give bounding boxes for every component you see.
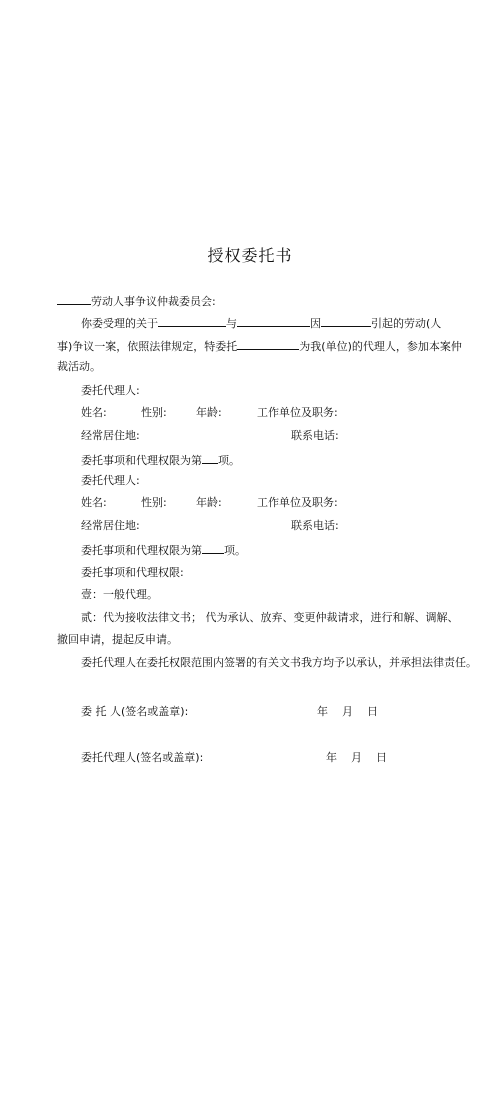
- intro-text-1c: 因: [310, 317, 321, 330]
- intro-line-2: [57, 338, 462, 354]
- liability-statement: 委托代理人在委托权限范围内签署的有关文书我方均予以承认，并承担法律责任。: [81, 656, 477, 669]
- agent2-scope-text: 委托事项和代理权限为第: [81, 544, 202, 557]
- intro-text-1b: 与: [226, 317, 237, 330]
- agent1-phone-label: 联系电话:: [291, 429, 339, 442]
- intro-text-1a: 你委受理的关于: [81, 317, 158, 330]
- agent1-gender-label: 性别:: [141, 406, 167, 419]
- blank-applicant: [158, 315, 226, 327]
- scope-heading: 委托事项和代理权限:: [81, 566, 184, 579]
- blank-agent2-item: [202, 542, 224, 554]
- agent2-scope-suffix: 项。: [224, 544, 246, 557]
- addressee-line: [57, 293, 216, 309]
- agent2-work-label: 工作单位及职务:: [257, 496, 338, 509]
- agent1-work-label: 工作单位及职务:: [257, 406, 338, 419]
- agent1-scope-text: 委托事项和代理权限为第: [81, 454, 202, 467]
- agent2-age-label: 年龄:: [196, 496, 222, 509]
- agent1-heading: 委托代理人:: [81, 384, 140, 397]
- blank-agent1-item: [202, 452, 218, 464]
- scope-item-general: 壹：一般代理。: [81, 588, 158, 601]
- blank-agent: [237, 338, 299, 350]
- agent2-address-label: 经常居住地:: [81, 519, 140, 532]
- agent2-heading: 委托代理人:: [81, 474, 140, 487]
- principal-signature-label: 委 托 人(签名或盖章):: [81, 705, 189, 718]
- scope-item-special-cont: 撤回申请，提起反申请。: [57, 633, 178, 646]
- blank-respondent: [237, 315, 310, 327]
- intro-line-3: 裁活动。: [57, 360, 101, 373]
- agent1-age-label: 年龄:: [196, 406, 222, 419]
- intro-text-1d: 引起的劳动(人: [371, 317, 442, 330]
- agent2-phone-label: 联系电话:: [291, 519, 339, 532]
- addressee-text: 劳动人事争议仲裁委员会:: [91, 295, 216, 308]
- agent2-name-label: 姓名:: [81, 496, 107, 509]
- intro-line-1: [81, 315, 441, 331]
- agent1-name-label: 姓名:: [81, 406, 107, 419]
- agent1-scope-line: [81, 452, 240, 468]
- document-title: 授权委托书: [207, 246, 293, 265]
- intro-text-2a: 事)争议一案，依照法律规定，特委托: [57, 340, 238, 353]
- agent1-address-label: 经常居住地:: [81, 429, 140, 442]
- intro-text-2b: 为我(单位)的代理人，参加本案仲: [299, 340, 462, 353]
- principal-signature-date: 年 月 日: [317, 705, 378, 718]
- blank-committee-name: [57, 293, 91, 305]
- agent2-gender-label: 性别:: [141, 496, 167, 509]
- blank-reason: [321, 315, 371, 327]
- agent2-scope-line: [81, 542, 246, 558]
- agent-signature-date: 年 月 日: [326, 751, 387, 764]
- agent1-scope-suffix: 项。: [218, 454, 240, 467]
- scope-item-special: 贰：代为接收法律文书； 代为承认、放弃、变更仲裁请求，进行和解、调解、: [81, 611, 459, 624]
- agent-signature-label: 委托代理人(签名或盖章):: [81, 751, 204, 764]
